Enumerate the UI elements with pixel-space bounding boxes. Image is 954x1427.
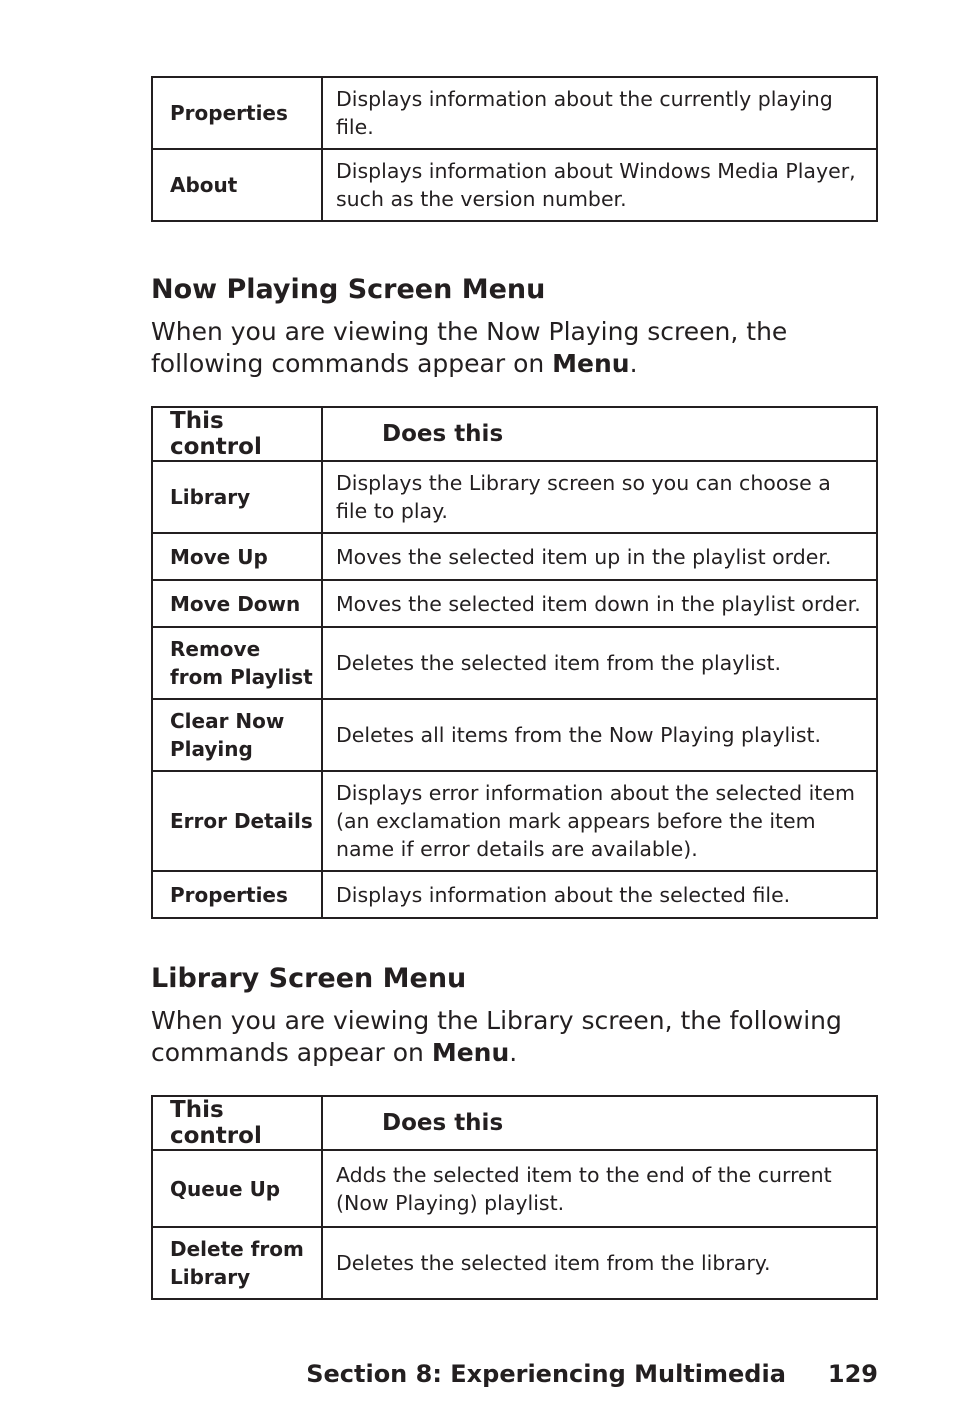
control-name: Move Up [152, 533, 322, 580]
control-name: Properties [152, 871, 322, 918]
table-row [152, 1227, 877, 1299]
column-header: This control [152, 407, 322, 461]
section-title: Section 8: Experiencing Multimedia [306, 1360, 786, 1388]
control-description: Displays information about the selected file. [322, 871, 877, 918]
table-row [152, 461, 877, 533]
control-description: Displays error information about the selected item (an exclamation mark appears before the item name if error details are available). [322, 771, 877, 871]
table-row [152, 627, 877, 699]
table-row [152, 1150, 877, 1227]
control-description: Deletes all items from the Now Playing playlist. [322, 699, 877, 771]
table-row [152, 871, 877, 918]
table-row [152, 149, 877, 221]
menu-keyword: Menu [552, 349, 630, 378]
control-description: Deletes the selected item from the library. [322, 1227, 877, 1299]
column-header: Does this [322, 407, 877, 461]
control-description: Displays the Library screen so you can choose a file to play. [322, 461, 877, 533]
control-description: Displays information about the currently playing file. [322, 77, 877, 149]
control-description: Moves the selected item up in the playlist order. [322, 533, 877, 580]
section-intro: When you are viewing the Library screen, the following commands appear on Menu. [151, 1006, 842, 1067]
section-heading: Now Playing Screen Menu [151, 274, 546, 305]
page-number: 129 [827, 1360, 878, 1388]
control-name: Delete from Library [152, 1227, 322, 1299]
control-description: Adds the selected item to the end of the current (Now Playing) playlist. [322, 1150, 877, 1227]
column-header: Does this [322, 1096, 877, 1150]
table-row [152, 699, 877, 771]
control-name: Queue Up [152, 1150, 322, 1227]
table-row [152, 771, 877, 871]
control-name: Move Down [152, 580, 322, 627]
control-name: Remove from Playlist [152, 627, 322, 699]
control-description: Moves the selected item down in the playlist order. [322, 580, 877, 627]
menu-keyword: Menu [431, 1038, 510, 1067]
section-intro: When you are viewing the Now Playing screen, the following commands appear on Menu. [151, 317, 788, 378]
top-table [151, 76, 878, 222]
control-name: Clear Now Playing [152, 699, 322, 771]
table-header-row [152, 407, 877, 461]
table-row [152, 77, 877, 149]
control-description: Deletes the selected item from the playlist. [322, 627, 877, 699]
table-row [152, 533, 877, 580]
control-name: Properties [152, 77, 322, 149]
table-row [152, 580, 877, 627]
table-header-row [152, 1096, 877, 1150]
control-name: Library [152, 461, 322, 533]
control-description: Displays information about Windows Media Player, such as the version number. [322, 149, 877, 221]
page-footer [306, 1358, 878, 1390]
control-name: Error Details [152, 771, 322, 871]
now-playing-table [151, 406, 878, 919]
control-name: About [152, 149, 322, 221]
section-heading: Library Screen Menu [151, 963, 467, 994]
column-header: This control [152, 1096, 322, 1150]
library-table [151, 1095, 878, 1300]
